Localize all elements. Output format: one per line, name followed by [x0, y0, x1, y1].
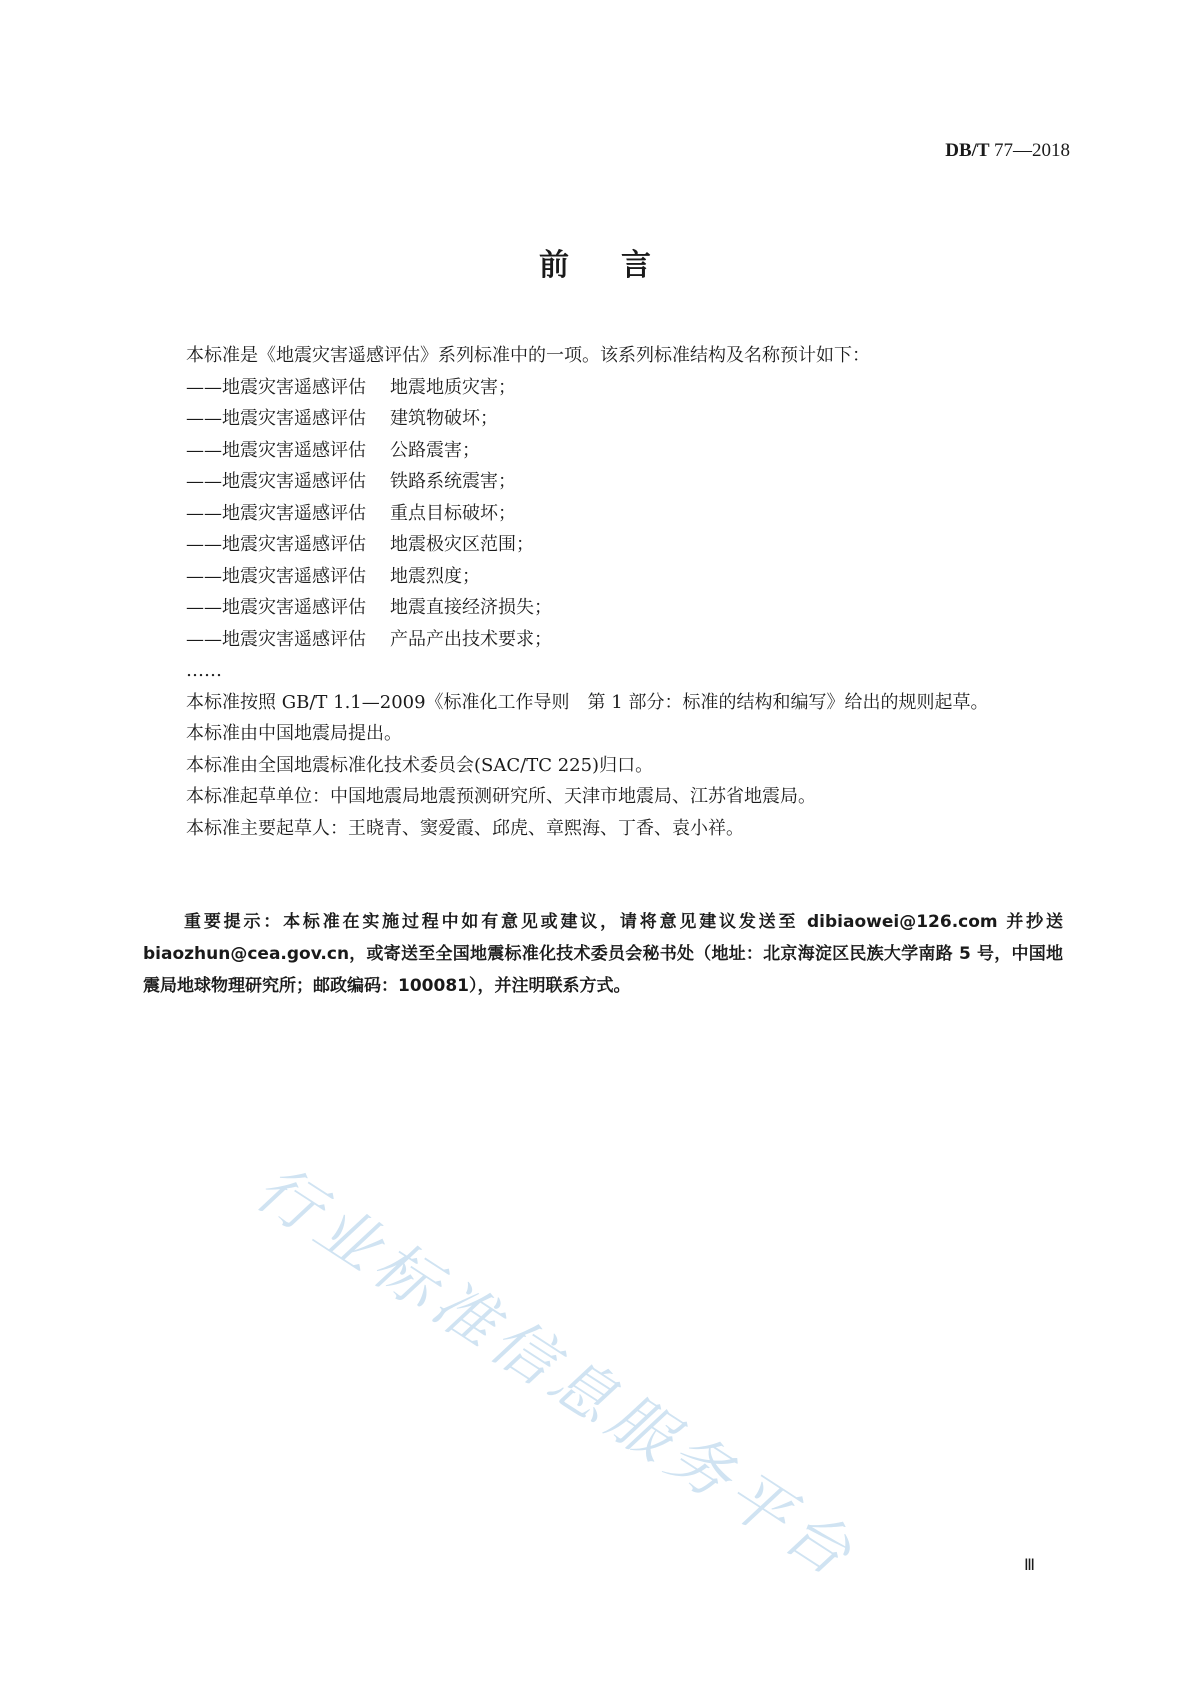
- series-prefix: ——地震灾害遥感评估: [186, 628, 366, 650]
- foreword-body: [186, 340, 1066, 844]
- committee-statement: 本标准由全国地震标准化技术委员会(SAC/TC 225)归口。: [186, 754, 654, 776]
- page-title: 前言: [539, 248, 703, 283]
- series-item: 重点目标破坏；: [390, 502, 516, 524]
- series-item: 地震极灾区范围；: [390, 534, 534, 555]
- list-item: [186, 561, 1066, 593]
- drafting-units-statement: 本标准起草单位：中国地震局地震预测研究所、天津市地震局、江苏省地震局。: [186, 786, 816, 807]
- series-prefix: ——地震灾害遥感评估: [186, 439, 366, 461]
- watermark: 行业标准信息服务平台: [243, 1150, 871, 1594]
- list-item: [186, 592, 1066, 624]
- series-prefix: ——地震灾害遥感评估: [186, 376, 366, 398]
- document-code-prefix: DB/T: [945, 140, 990, 161]
- list-item: [186, 403, 1066, 435]
- list-item: [186, 466, 1066, 498]
- drafting-rules-statement: 本标准按照 GB/T 1.1—2009《标准化工作导则 第 1 部分：标准的结构和编写》给出的规则起草。: [186, 691, 989, 713]
- series-item: 建筑物破坏；: [390, 408, 498, 429]
- series-item: 产品产出技术要求；: [390, 628, 552, 650]
- series-item: 地震地质灾害；: [390, 376, 516, 398]
- series-prefix: ——地震灾害遥感评估: [186, 534, 366, 555]
- series-item: 铁路系统震害；: [390, 471, 516, 492]
- series-ellipsis: ……: [186, 660, 222, 681]
- document-code: [945, 140, 1070, 162]
- series-prefix: ——地震灾害遥感评估: [186, 597, 366, 618]
- important-notice: 重要提示：本标准在实施过程中如有意见或建议，请将意见建议发送至 dibiaowei@126.com 并抄送 biaozhun@cea.gov.cn，或寄送至全国地震标准化技术委员会秘书处（地址：北京海淀区民族大学南路 5 号，中国地震局地球物理研究所；邮政编码：100081），并注明联系方式。: [143, 912, 1063, 996]
- drafters-statement: 本标准主要起草人：王晓青、窦爱霞、邱虎、章熙海、丁香、袁小祥。: [186, 817, 744, 839]
- list-item: [186, 435, 1066, 467]
- series-prefix: ——地震灾害遥感评估: [186, 408, 366, 429]
- series-item: 地震直接经济损失；: [390, 597, 552, 618]
- series-prefix: ——地震灾害遥感评估: [186, 502, 366, 524]
- page-number: Ⅲ: [1023, 1557, 1035, 1574]
- document-code-number: 77—2018: [994, 140, 1070, 161]
- series-item: 地震烈度；: [390, 565, 480, 587]
- list-item: [186, 498, 1066, 530]
- series-prefix: ——地震灾害遥感评估: [186, 471, 366, 492]
- list-item: [186, 624, 1066, 656]
- series-prefix: ——地震灾害遥感评估: [186, 565, 366, 587]
- series-item: 公路震害；: [390, 439, 480, 461]
- list-item: [186, 529, 1066, 561]
- proposer-statement: 本标准由中国地震局提出。: [186, 723, 402, 744]
- list-item: [186, 372, 1066, 404]
- intro-text: 本标准是《地震灾害遥感评估》系列标准中的一项。该系列标准结构及名称预计如下：: [186, 345, 870, 366]
- series-list: [186, 372, 1066, 687]
